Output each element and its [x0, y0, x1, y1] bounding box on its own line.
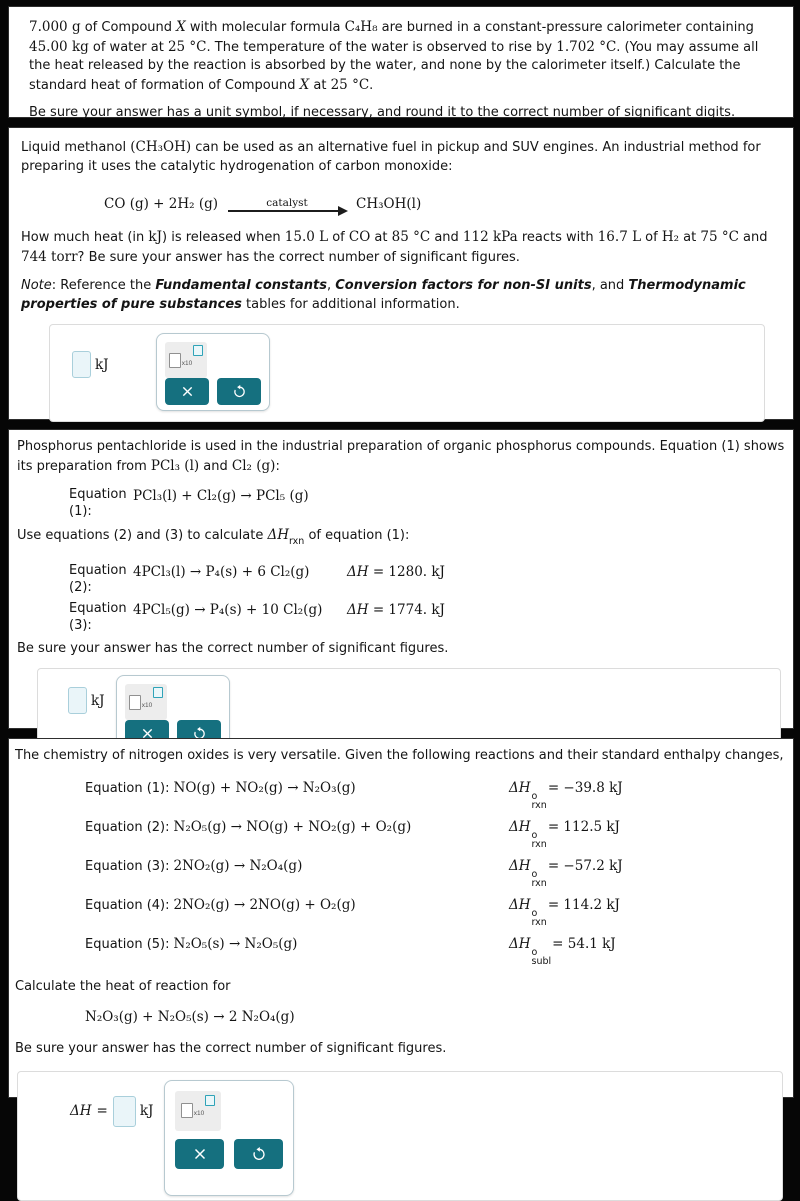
- equation-label: Equation (1):: [69, 487, 127, 519]
- equation-enthalpy: ΔH o rxn = −39.8 kJ: [509, 779, 623, 811]
- equals-sign: =: [96, 1103, 108, 1119]
- equation-formula: 2NO₂(g) → N₂O₄(g): [173, 857, 303, 874]
- instruction-text: Be sure your answer has a unit symbol, if necessary, and round it to the correct number of significant digits.: [29, 105, 736, 120]
- undo-button[interactable]: [217, 378, 261, 405]
- equation-row: [69, 486, 785, 520]
- equation-label: Equation (3):: [85, 858, 170, 874]
- unit-label: kJ: [91, 692, 105, 709]
- question-text: Use equations (2) and (3) to calculate $\Delta H_{rxn}$ of equation (1):: [17, 527, 410, 547]
- unit-label: kJ: [139, 1103, 154, 1119]
- question-text: Calculate the heat of reaction for: [15, 978, 231, 994]
- equation-enthalpy: ΔH o rxn = 112.5 kJ: [509, 818, 620, 850]
- scientific-notation-button[interactable]: [175, 1091, 221, 1131]
- scientific-notation-button[interactable]: [165, 342, 207, 378]
- palette-buttons: [165, 378, 261, 405]
- answer-field-group: [68, 687, 105, 714]
- catalyst-label: catalyst: [266, 196, 308, 209]
- equation-label: Equation (2):: [85, 819, 170, 835]
- equation-row: [85, 895, 787, 927]
- equation-enthalpy: ΔH = 1280. kJ: [347, 563, 445, 580]
- equation-formula: NO(g) + NO₂(g) → N₂O₃(g): [173, 779, 356, 796]
- problem-text: Phosphorus pentachloride is used in the industrial preparation of organic phosphorus compounds. Equation (1) shows its preparation from PCl₃ (l) and Cl₂ (g):: [17, 439, 785, 474]
- answer-area: [49, 324, 765, 422]
- equation-label: Equation (4):: [85, 897, 170, 913]
- equation-row: [85, 778, 787, 810]
- answer-input[interactable]: [68, 687, 87, 714]
- palette-buttons: [175, 1139, 283, 1169]
- clear-x-icon: [193, 1147, 207, 1161]
- equation-label: Equation (2):: [69, 562, 127, 595]
- equation-label: Equation (3):: [69, 600, 127, 633]
- problem-text: The chemistry of nitrogen oxides is very versatile. Given the following reactions and their standard enthalpy changes,: [15, 748, 784, 763]
- equation-formula: N₂O₅(g) → NO(g) + NO₂(g) + O₂(g): [173, 818, 412, 835]
- x10-icon: x10: [169, 353, 203, 368]
- equation-list: [85, 778, 787, 966]
- input-tool-palette: [156, 333, 270, 411]
- question-text: How much heat (in kJ) is released when 15.0 L of CO at 85 °C and 112 kPa reacts with 16.7 L of H₂ at 75 °C and 744 torr? Be sure your answer has the correct number of significant figures.: [21, 229, 768, 265]
- x10-icon: x10: [181, 1103, 215, 1118]
- problem-card-nitrogen-oxides: [8, 738, 794, 1119]
- equation-enthalpy: ΔH = 1774. kJ: [347, 601, 445, 618]
- problem-card-pcl5: [8, 429, 794, 729]
- equation-formula: PCl₃(l) + Cl₂(g) → PCl₅ (g): [133, 488, 309, 504]
- problem-card-methanol: [8, 127, 794, 420]
- delta-h-symbol: ΔH: [267, 527, 289, 543]
- instruction-text: Be sure your answer has the correct number of significant figures.: [15, 1041, 447, 1056]
- scientific-notation-button[interactable]: [125, 684, 167, 720]
- clear-button[interactable]: [165, 378, 209, 405]
- instruction-text: Be sure your answer has the correct number of significant figures.: [17, 640, 449, 656]
- equation-row: [69, 600, 785, 634]
- target-reaction: N₂O₃(g) + N₂O₅(s) → 2 N₂O₄(g): [85, 1009, 295, 1025]
- equation-enthalpy: ΔH o rxn = 114.2 kJ: [509, 896, 620, 928]
- reaction-arrow: [228, 197, 346, 212]
- answer-area: [17, 1071, 783, 1201]
- undo-button[interactable]: [234, 1139, 283, 1169]
- input-tool-palette: [164, 1080, 294, 1196]
- equation-enthalpy: ΔH o rxn = −57.2 kJ: [509, 857, 623, 889]
- undo-icon: [232, 384, 247, 399]
- problem-text: 7.000 g of Compound X with molecular formula C₄H₈ are burned in a constant-pressure calorimeter containing 45.00 kg of water at 25 °C. The temperature of the water is observed to rise by 1.702 °C. (You may assume all the heat released by the reaction is absorbed by the water, and none by the calorimeter itself.) Calculate the standard heat of formation of Compound X at 25 °C.: [29, 19, 759, 93]
- equation-row: [85, 934, 787, 966]
- equation-formula: 4PCl₅(g) → P₄(s) + 10 Cl₂(g): [133, 601, 323, 618]
- answer-input[interactable]: [113, 1096, 136, 1127]
- answer-input[interactable]: [72, 351, 91, 378]
- equation-row: [85, 856, 787, 888]
- clear-x-icon: [181, 385, 194, 398]
- reaction-rhs: CH₃OH(l): [356, 196, 422, 212]
- problem-text: Liquid methanol (CH₃OH) can be used as an alternative fuel in pickup and SUV engines. An industrial method for preparing it uses the catalytic hydrogenation of carbon monoxide:: [21, 139, 761, 174]
- note-text: Note: Reference the Fundamental constants, Conversion factors for non-SI units, and Thermodynamic properties of pure substances tables for additional information.: [21, 278, 746, 312]
- equation-row: [85, 817, 787, 849]
- delta-h-symbol: ΔH: [70, 1103, 92, 1119]
- equation-formula: N₂O₅(s) → N₂O₅(g): [173, 935, 298, 952]
- reaction-equation: [104, 188, 781, 220]
- equation-label: Equation (1):: [85, 780, 170, 796]
- equation-label: Equation (5):: [85, 936, 170, 952]
- equation-enthalpy: ΔH o subl = 54.1 kJ: [509, 935, 616, 967]
- undo-icon: [251, 1146, 267, 1162]
- unit-label: kJ: [95, 356, 109, 373]
- answer-field-group: [72, 351, 109, 378]
- reaction-lhs: CO (g) + 2H₂ (g): [104, 196, 218, 212]
- x10-icon: x10: [129, 695, 163, 710]
- equation-row: [69, 562, 785, 596]
- arrow-shaft-icon: [228, 210, 346, 212]
- equation-formula: 4PCl₃(l) → P₄(s) + 6 Cl₂(g): [133, 563, 310, 580]
- problem-card-calorimeter: [8, 6, 794, 118]
- answer-field-group: [70, 1096, 153, 1127]
- equation-formula: 2NO₂(g) → 2NO(g) + O₂(g): [173, 896, 356, 913]
- clear-button[interactable]: [175, 1139, 224, 1169]
